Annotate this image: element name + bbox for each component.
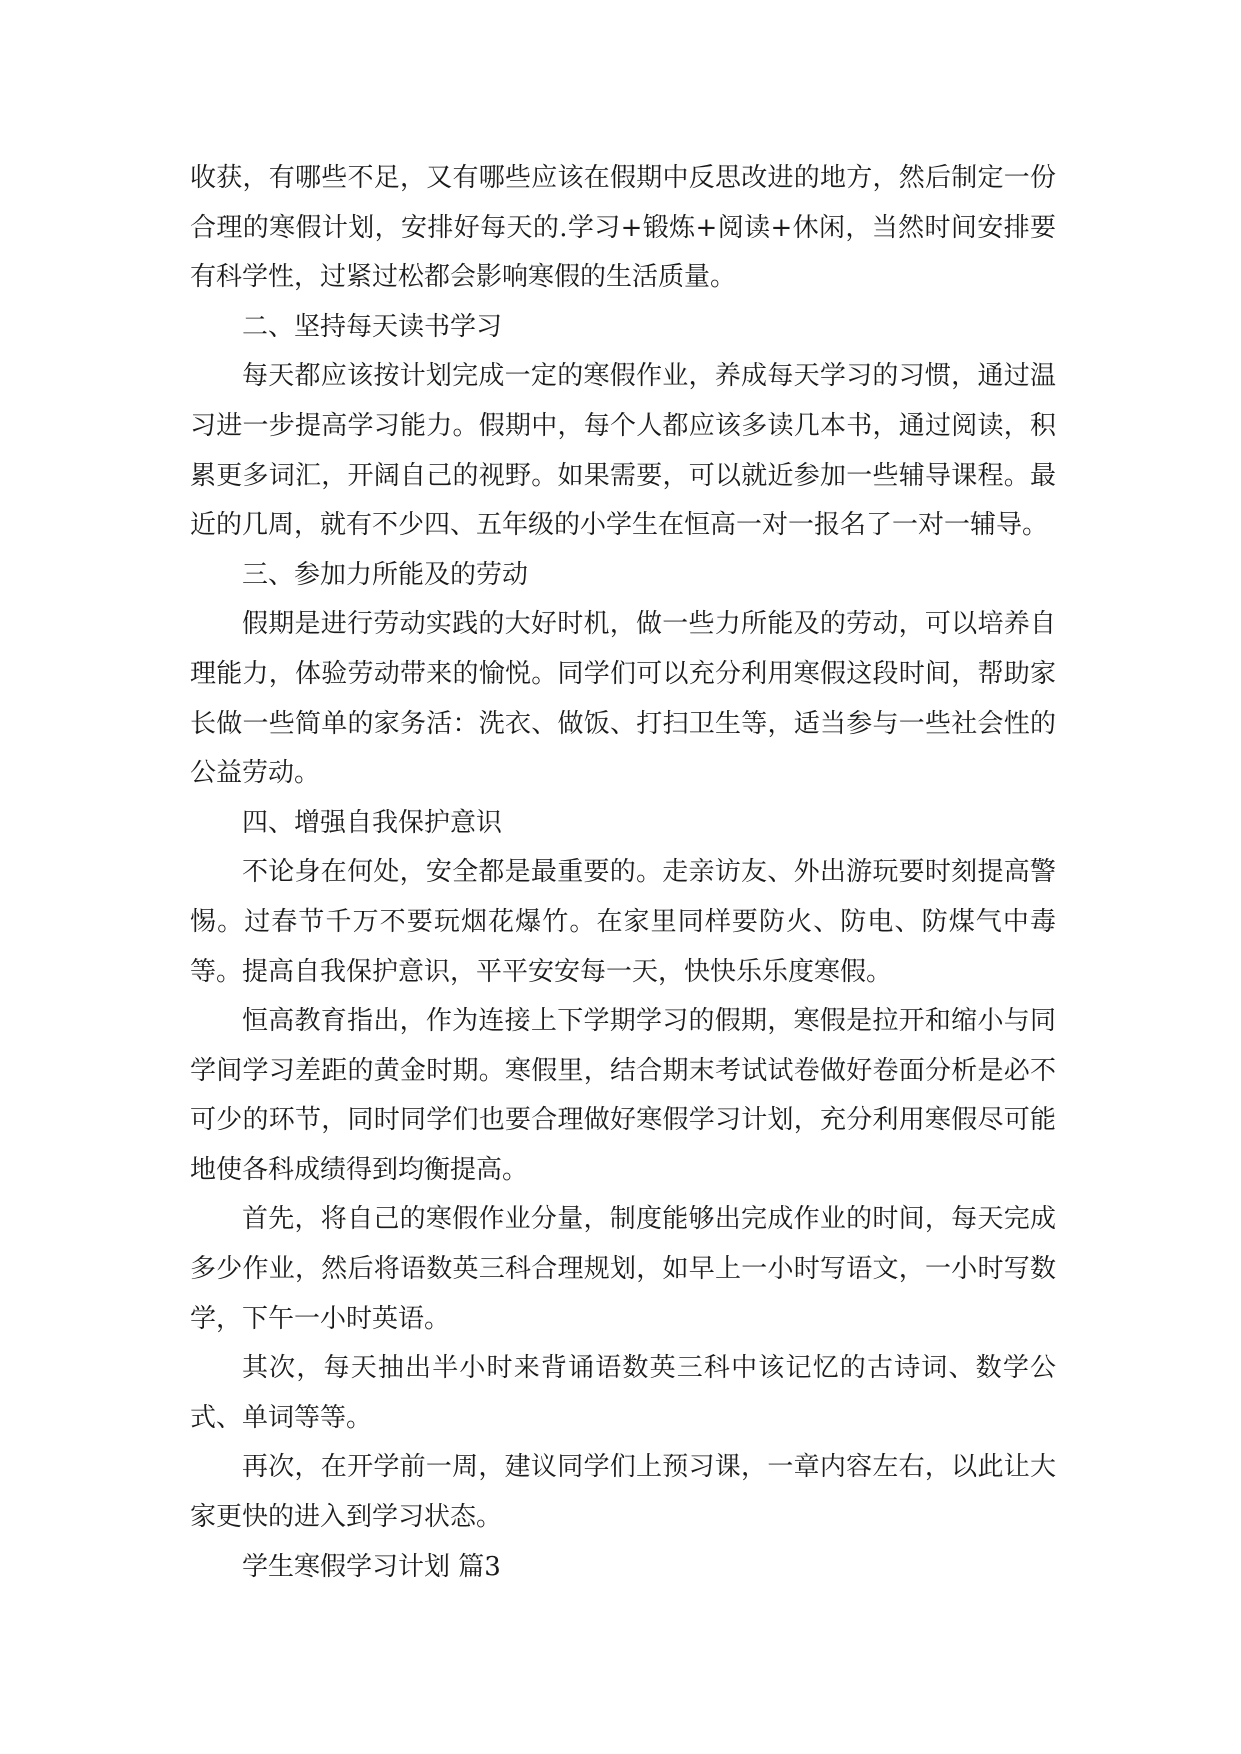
- paragraph-hengao: 恒高教育指出，作为连接上下学期学习的假期，寒假是拉开和缩小与同学间学习差距的黄金时期。寒假里，结合期末考试试卷做好卷面分析是必不可少的环节，同时同学们也要合理做好寒假学习计划，充分利用寒假尽可能地使各科成绩得到均衡提高。: [190, 1006, 1056, 1185]
- document-page: [190, 154, 1056, 1592]
- paragraph-first: 首先，将自己的寒假作业分量，制度能够出完成作业的时间，每天完成多少作业，然后将语数英三科合理规划，如早上一小时写语文，一小时写数学，下午一小时英语。: [190, 1204, 1056, 1334]
- section-heading-2: 二、坚持每天读书学习: [242, 311, 503, 342]
- section-heading-3: 三、参加力所能及的劳动: [242, 559, 529, 590]
- paragraph-safety: 不论身在何处，安全都是最重要的。走亲访友、外出游玩要时刻提高警惕。过春节千万不要玩烟花爆竹。在家里同样要防火、防电、防煤气中毒等。提高自我保护意识，平平安安每一天，快快乐乐度寒假。: [190, 857, 1056, 987]
- article-title-part3: 学生寒假学习计划 篇3: [242, 1551, 501, 1582]
- section-heading-4: 四、增强自我保护意识: [242, 807, 503, 838]
- paragraph-reading: 每天都应该按计划完成一定的寒假作业，养成每天学习的习惯，通过温习进一步提高学习能力。假期中，每个人都应该多读几本书，通过阅读，积累更多词汇，开阔自己的视野。如果需要，可以就近参加一些辅导课程。最近的几周，就有不少四、五年级的小学生在恒高一对一报名了一对一辅导。: [190, 361, 1056, 541]
- paragraph-third: 再次，在开学前一周，建议同学们上预习课，一章内容左右，以此让大家更快的进入到学习状态。: [190, 1452, 1056, 1533]
- paragraph-continuation: 收获，有哪些不足，又有哪些应该在假期中反思改进的地方，然后制定一份合理的寒假计划，安排好每天的.学习+锻炼+阅读+休闲，当然时间安排要有科学性，过紧过松都会影响寒假的生活质量。: [190, 163, 1056, 293]
- paragraph-second: 其次，每天抽出半小时来背诵语数英三科中该记忆的古诗词、数学公式、单词等等。: [190, 1353, 1056, 1433]
- paragraph-labor: 假期是进行劳动实践的大好时机，做一些力所能及的劳动，可以培养自理能力，体验劳动带来的愉悦。同学们可以充分利用寒假这段时间，帮助家长做一些简单的家务活：洗衣、做饭、打扫卫生等，适当参与一些社会性的公益劳动。: [190, 609, 1056, 789]
